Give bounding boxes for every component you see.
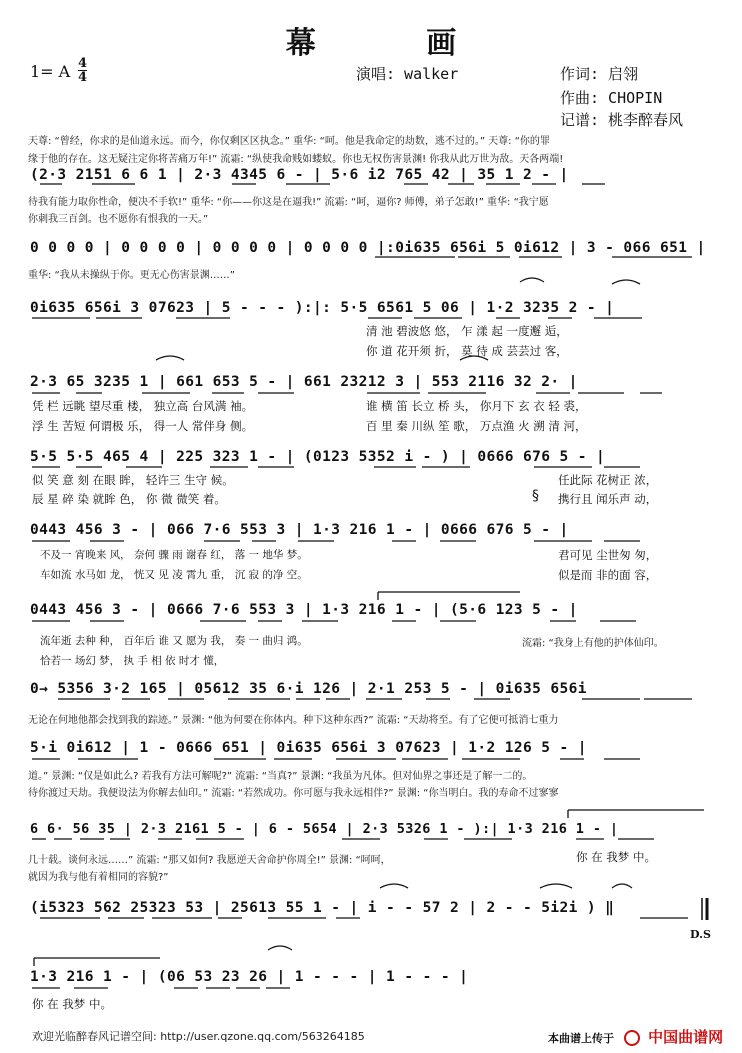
ds-mark: D.S	[690, 928, 711, 941]
dialogue-line: 缘于他的存在。这无疑注定你将苦痛万年!” 流霜: “纵使我命贱如蝼蚁。你也无权伤害景渊! 你我从此万世为敌。天各两端!	[28, 154, 564, 165]
site-logo-text: 中国曲谱网	[648, 1028, 724, 1046]
dialogue-line: 流霜: “我身上有他的护体仙印。	[522, 638, 664, 649]
dialogue-line: 天尊: “曾经，你求的是仙道永远。而今，你仅剩区区执念。” 重华: “呵。他是我命定的劫数，逃不过的。” 天尊: “你的罪	[28, 136, 550, 147]
dialogue-line: 待我有能力取你性命，便决不手软!” 重华: “你——你这是在逼我!” 流霜: “呵，逼你? 师傅，弟子怎敢!” 重华: “我宁愿	[28, 197, 549, 208]
lyric-line: 君可见 尘世匆 匆，	[558, 548, 658, 562]
notation-row-8: 0→ 5356 3·2 165 | 05612 35 6·i 126 | 2·1 253 5 - | 0i635 656i	[30, 681, 587, 697]
lyric-line: 凭 栏 远眺 望尽重 楼， 独立高 台风满 袖。	[32, 399, 254, 413]
lyric-line: 携行且 闻乐声 动，	[558, 492, 658, 506]
lyric-line: 不及一 宵晚来 风， 奈何 骤 雨 谢春 红， 落 一 地华 梦。	[40, 549, 308, 561]
time-signature-top: 4	[78, 56, 88, 71]
footer-uploaded-label: 本曲谱上传于	[548, 1032, 614, 1045]
dialogue-line: 道。” 景渊: “仅是如此么? 若我有方法可解呢?” 流霜: “当真?” 景渊: “我虽为凡体。但对仙界之事还是了解一二的。	[28, 771, 533, 782]
lyric-line: 谁 横 笛 长立 桥 头， 你月下 玄 衣 轻 裘，	[366, 399, 587, 413]
lyric-line: 百 里 秦 川纵 笙 歌， 万点渔 火 溯 清 河，	[366, 419, 587, 433]
lyric-line: 清 池 碧波悠 悠， 乍 漾 起 一度邂 逅，	[366, 324, 568, 338]
site-logo[interactable]	[624, 1026, 723, 1047]
notation-row-4: 2·3 65 3235 1 | 661 653 5 - | 661 23212 3 | 553 2116 32 2· |	[30, 374, 578, 390]
notation-row-9: 5·i 0i612 | 1 - 0666 651 | 0i635 656i 3 07623 | 1·2 126 5 - |	[30, 740, 587, 756]
segno-sign: §	[532, 488, 539, 504]
lyric-line: 车如流 水马如 龙， 恍又 见 凌 霄九 重， 沉 寂 的净 空。	[40, 569, 308, 581]
notation-row-6: 0443 456 3 - | 066 7·6 553 3 | 1·3 216 1 - | 0666 676 5 - |	[30, 522, 569, 538]
page-title: 幕 画	[285, 26, 507, 61]
lyric-line: 你 在 我梦 中。	[32, 997, 112, 1011]
lyric-line: 你 在 我梦 中。	[576, 850, 656, 864]
notation-row-5: 5·5 5·5 465 4 | 225 323 1 - | (0123 5352 i - ) | 0666 676 5 - |	[30, 449, 606, 465]
time-signature-bottom: 4	[78, 70, 88, 85]
lyric-line: 流年逝 去种 种， 百年后 谁 又 愿为 我， 奏 一 曲归 鸿。	[40, 635, 308, 647]
notation-row-10: 6 6· 56 35 | 2·3 2161 5 - | 6 - 5654 | 2·3 5326 1 - ):| 1·3 216 1 - |	[30, 821, 619, 837]
time-signature	[78, 58, 87, 83]
transcriber-credit: 记谱: 桃李醉春风	[560, 111, 684, 129]
notation-row-2: 0 0 0 0 | 0 0 0 0 | 0 0 0 0 | 0 0 0 0 |:0i635 656i 5 0i612 | 3 - 066 651 |	[30, 240, 706, 256]
site-logo-icon	[624, 1030, 640, 1046]
lyric-line: 任此际 花树正 浓，	[558, 473, 658, 487]
lyric-line: 辰 星 碎 染 就眸 色， 你 微 微笑 着。	[32, 492, 226, 506]
dialogue-line: 重华: “我从未操纵于你。更无心伤害景渊……”	[28, 270, 235, 281]
composer-credit: 作曲: CHOPIN	[560, 89, 663, 107]
lyricist-credit: 作词: 启翎	[560, 65, 639, 83]
lyric-line: 似是而 非的面 容，	[558, 568, 658, 582]
lyric-line: 浮 生 苦短 何谓极 乐， 得一人 常伴身 侧。	[32, 419, 254, 433]
lyric-line: 恰若一 场幻 梦， 执 手 相 依 时才 懂，	[40, 655, 225, 667]
notation-row-11: (i5323 562 25323 53 | 25613 55 1 - | i - - 57 2 | 2 - - 5i2i ) ‖	[30, 900, 615, 916]
key-signature: 1= A	[30, 62, 71, 81]
dialogue-line: 几十载。谈何永远……” 流霜: “那又如何? 我愿逆天舍命护你周全!” 景渊: “呵呵，	[28, 855, 391, 866]
notation-row-3: 0i635 656i 3 07623 | 5 - - - ):|: 5·5 6561 5 06 | 1·2 3235 2 - |	[30, 300, 615, 316]
dialogue-line: 就因为我与他有着相同的容貌?”	[28, 872, 169, 883]
singer-credit: 演唱: walker	[356, 65, 459, 83]
notation-row-12: 1·3 216 1 - | (06 53 23 26 | 1 - - - | 1 - - - |	[30, 969, 469, 985]
notation-row-7: 0443 456 3 - | 0666 7·6 553 3 | 1·3 216 1 - | (5·6 123 5 - |	[30, 602, 578, 618]
dialogue-line: 待你渡过天劫。我便设法为你解去仙印。” 流霜: “若然成功。你可愿与我永远相伴?” 景渊: “你当明白。我的寿命不过寥寥	[28, 788, 559, 799]
dialogue-line: 你刺我三百剑。也不愿你有恨我的一天。”	[28, 214, 209, 225]
lyric-line: 似 笑 意 刻 在眼 眸， 轻许三 生守 候。	[32, 473, 234, 487]
notation-row-1: (2·3 2151 6 6 1 | 2·3 4345 6 - | 5·6 i2 765 42 | 35 1 2 - |	[30, 167, 569, 183]
lyric-line: 你 道 花开须 折， 莫 待 成 芸芸过 客，	[366, 344, 568, 358]
dialogue-line: 无论在何地他都会找到我的踪迹。” 景渊: “他为何要在你体内。种下这种东西?” 流霜: “天劫将至。有了它便可抵消七重力	[28, 715, 559, 726]
footer-visit-link[interactable]: 欢迎光临醉春风记谱空间: http://user.qzone.qq.com/563264185	[32, 1030, 365, 1043]
